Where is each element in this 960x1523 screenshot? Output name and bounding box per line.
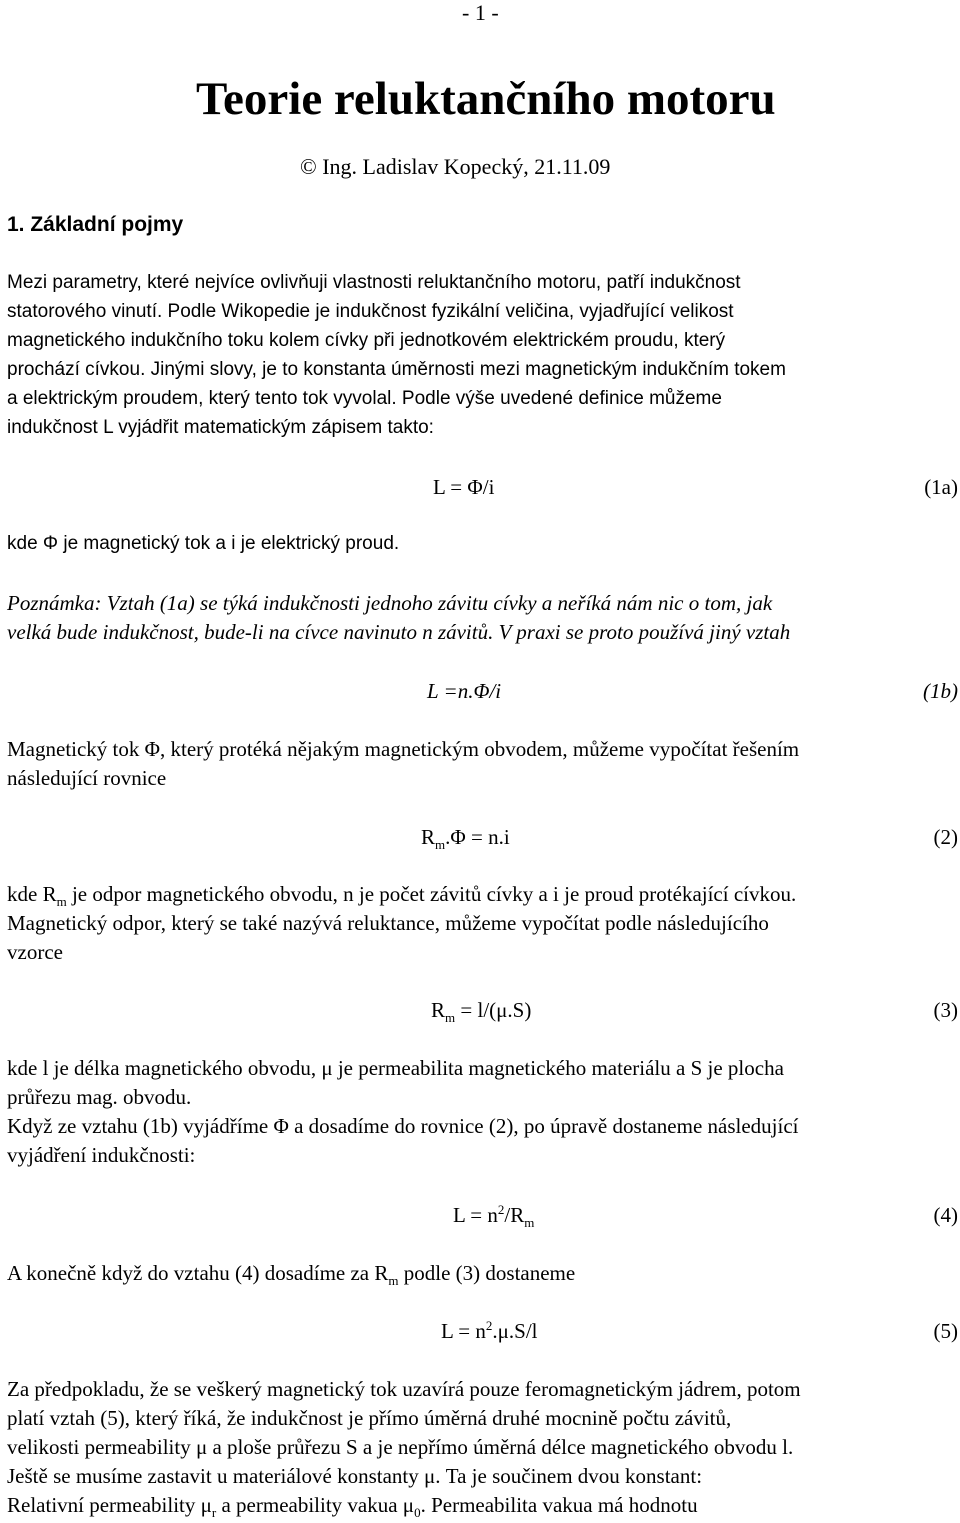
text-line: A konečně když do vztahu (4) dosadíme za $R_m$ podle (3) dostaneme: [7, 1261, 576, 1289]
text-line: statorového vinutí. Podle Wikopedie je indukčnost fyzikální veličina, vyjadřující velikost: [7, 301, 734, 322]
text-line: velikosti permeability μ a ploše průřezu S a je nepřímo úměrná délce magnetického obvodu l.: [7, 1435, 794, 1459]
equation-number: (1a): [924, 475, 958, 499]
equation-number: (3): [933, 998, 958, 1022]
author-line: © Ing. Ladislav Kopecký, 21.11.09: [300, 154, 611, 179]
text-line: kde $R_m$ je odpor magnetického obvodu, n je počet závitů cívky a i je proud protékající cívkou.: [7, 882, 797, 910]
equation-number: (2): [933, 825, 958, 849]
text-line: Za předpokladu, že se veškerý magnetický tok uzavírá pouze feromagnetickým jádrem, potom: [7, 1377, 801, 1401]
equation-4: $L = n^2/R_m$: [453, 1202, 535, 1231]
equation-number: (4): [933, 1203, 958, 1227]
text-line: kde Φ je magnetický tok a i je elektrický proud.: [7, 533, 400, 554]
page-title: Teorie reluktančního motoru: [196, 73, 776, 125]
equation-1a: L = Φ/i: [433, 475, 495, 499]
equation-3: $R_m = l/(\mu.S)$: [431, 998, 532, 1026]
text-line: průřezu mag. obvodu.: [7, 1085, 192, 1109]
equation-2: $R_m.\Phi = n.i$: [421, 825, 510, 853]
text-line: kde l je délka magnetického obvodu, μ je permeabilita magnetického materiálu a S je plocha: [7, 1056, 784, 1080]
equation-1b: L =n.Φ/i: [427, 679, 502, 703]
equation-number: (5): [933, 1319, 958, 1343]
text-line: prochází cívkou. Jinými slovy, je to konstanta úměrnosti mezi magnetickým indukčním tokem: [7, 359, 786, 380]
section-heading: 1. Základní pojmy: [7, 213, 184, 236]
text-line: následující rovnice: [7, 766, 167, 790]
text-line: Ještě se musíme zastavit u materiálové konstanty μ. Ta je součinem dvou konstant:: [7, 1464, 703, 1488]
text-line: Když ze vztahu (1b) vyjádříme Φ a dosadíme do rovnice (2), po úpravě dostaneme následující: [7, 1114, 799, 1138]
text-line: Magnetický odpor, který se také nazývá reluktance, můžeme vypočítat podle následujícího: [7, 911, 769, 935]
text-line: a elektrickým proudem, který tento tok vyvolal. Podle výše uvedené definice můžeme: [7, 388, 722, 409]
text-line: velká bude indukčnost, bude-li na cívce navinuto n závitů. V praxi se proto používá jiný vztah: [7, 620, 791, 644]
text-line: Relativní permeability $\mu_r$ a permeability vakua $\mu_0$. Permeabilita vakua má hodnotu: [7, 1493, 698, 1521]
text-line: magnetického indukčního toku kolem cívky při jednotkovém elektrickém proudu, který: [7, 330, 726, 351]
equation-number: (1b): [923, 679, 958, 703]
page-number: - 1 -: [462, 0, 499, 25]
text-line: indukčnost L vyjádřit matematickým zápisem takto:: [7, 417, 434, 438]
text-line: vzorce: [7, 940, 63, 964]
text-line: platí vztah (5), který říká, že indukčnost je přímo úměrná druhé mocnině počtu závitů,: [7, 1406, 732, 1430]
equation-5: $L = n^2.\mu.S/l$: [441, 1318, 538, 1343]
text-line: vyjádření indukčnosti:: [7, 1143, 196, 1167]
text-line: Poznámka: Vztah (1a) se týká indukčnosti jednoho závitu cívky a neříká nám nic o tom, jak: [7, 591, 773, 615]
text-line: Magnetický tok Φ, který protéká nějakým magnetickým obvodem, můžeme vypočítat řešením: [7, 737, 800, 761]
text-line: Mezi parametry, které nejvíce ovlivňuji vlastnosti reluktančního motoru, patří indukčnost: [7, 272, 741, 293]
